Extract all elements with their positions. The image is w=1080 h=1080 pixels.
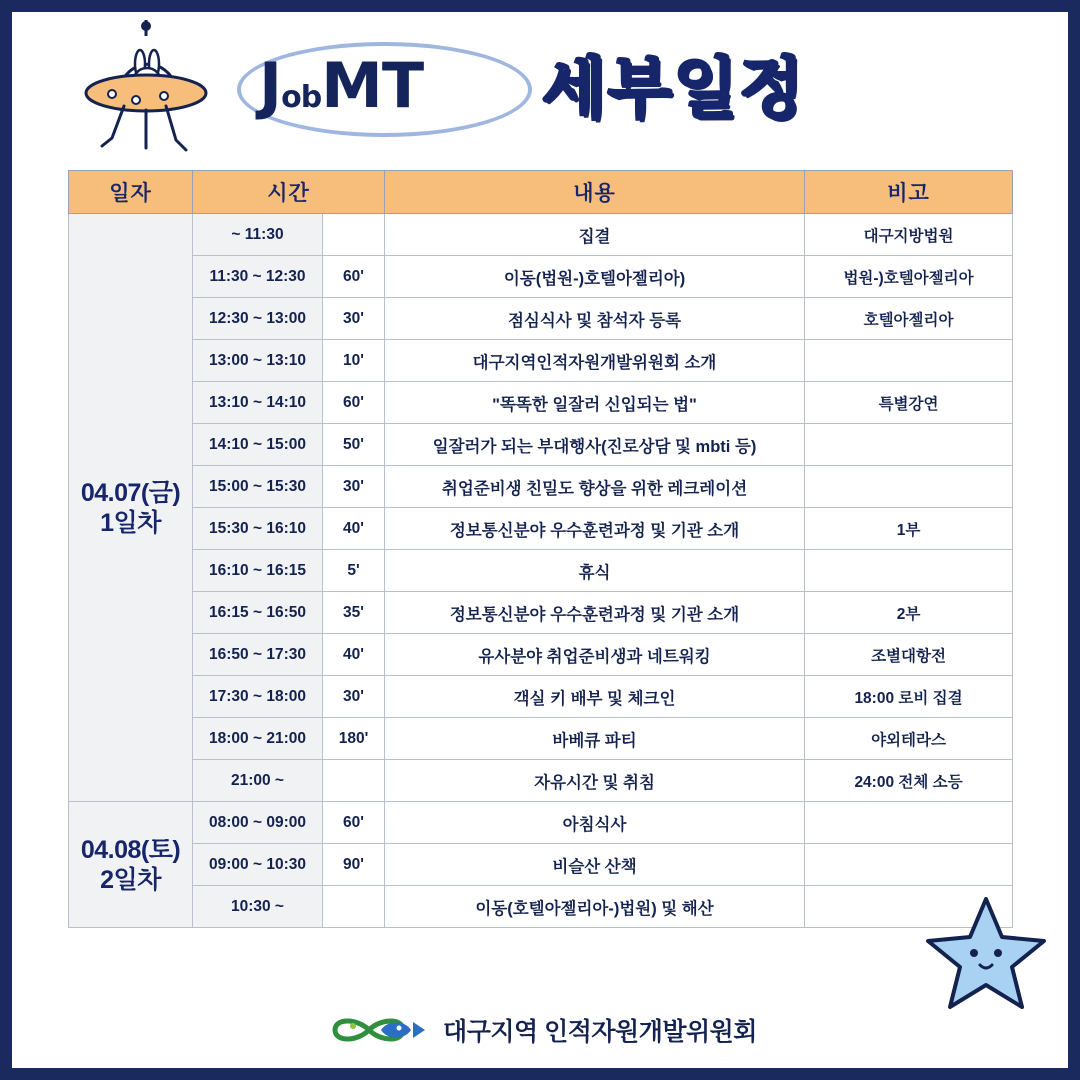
note-cell bbox=[805, 424, 1013, 466]
table-row bbox=[69, 466, 1013, 508]
time-cell: 14:10 ~ 15:00 bbox=[193, 424, 323, 466]
content-cell: 비슬산 산책 bbox=[385, 844, 805, 886]
duration-cell: 50' bbox=[323, 424, 385, 466]
table-row bbox=[69, 424, 1013, 466]
time-cell: 16:15 ~ 16:50 bbox=[193, 592, 323, 634]
content-cell: 객실 키 배부 및 체크인 bbox=[385, 676, 805, 718]
schedule-table-body bbox=[69, 214, 1013, 928]
note-cell: 2부 bbox=[805, 592, 1013, 634]
duration-cell: 90' bbox=[323, 844, 385, 886]
column-header-content: 내용 bbox=[385, 171, 805, 214]
duration-cell: 60' bbox=[323, 802, 385, 844]
duration-cell: 30' bbox=[323, 298, 385, 340]
table-row bbox=[69, 718, 1013, 760]
time-cell: 10:30 ~ bbox=[193, 886, 323, 928]
schedule-table bbox=[68, 170, 1013, 928]
ufo-bunny-icon bbox=[60, 20, 230, 170]
table-row bbox=[69, 676, 1013, 718]
table-row bbox=[69, 382, 1013, 424]
table-row bbox=[69, 592, 1013, 634]
content-cell: 바베큐 파티 bbox=[385, 718, 805, 760]
time-cell: 18:00 ~ 21:00 bbox=[193, 718, 323, 760]
content-cell: 이동(법원-)호텔아젤리아) bbox=[385, 256, 805, 298]
table-header-row bbox=[69, 171, 1013, 214]
note-cell: 야외테라스 bbox=[805, 718, 1013, 760]
note-cell: 법원-)호텔아젤리아 bbox=[805, 256, 1013, 298]
column-header-date: 일자 bbox=[69, 171, 193, 214]
content-cell: 대구지역인적자원개발위원회 소개 bbox=[385, 340, 805, 382]
time-cell: 15:00 ~ 15:30 bbox=[193, 466, 323, 508]
time-cell: 13:10 ~ 14:10 bbox=[193, 382, 323, 424]
note-cell: 호텔아젤리아 bbox=[805, 298, 1013, 340]
title-mt: MT bbox=[321, 49, 424, 122]
star-character-icon bbox=[926, 895, 1046, 1010]
title-group bbox=[237, 34, 937, 144]
note-cell bbox=[805, 466, 1013, 508]
time-cell: 21:00 ~ bbox=[193, 760, 323, 802]
schedule-table-container bbox=[68, 170, 1012, 928]
table-row bbox=[69, 634, 1013, 676]
duration-cell bbox=[323, 760, 385, 802]
note-cell bbox=[805, 844, 1013, 886]
poster-header bbox=[12, 12, 1068, 162]
content-cell: 아침식사 bbox=[385, 802, 805, 844]
content-cell: 이동(호텔아젤리아-)법원) 및 해산 bbox=[385, 886, 805, 928]
duration-cell: 5' bbox=[323, 550, 385, 592]
time-cell: 17:30 ~ 18:00 bbox=[193, 676, 323, 718]
duration-cell: 40' bbox=[323, 634, 385, 676]
time-cell: 09:00 ~ 10:30 bbox=[193, 844, 323, 886]
title-ob: ob bbox=[281, 80, 322, 115]
content-cell: 정보통신분야 우수훈련과정 및 기관 소개 bbox=[385, 508, 805, 550]
footer-org-name: 대구지역 인적자원개발위원회 bbox=[443, 1018, 757, 1046]
note-cell: 1부 bbox=[805, 508, 1013, 550]
time-cell: 16:10 ~ 16:15 bbox=[193, 550, 323, 592]
content-cell: 유사분야 취업준비생과 네트워킹 bbox=[385, 634, 805, 676]
time-cell: 08:00 ~ 09:00 bbox=[193, 802, 323, 844]
title-korean: 세부일정 bbox=[542, 51, 806, 125]
note-cell: 24:00 전체 소등 bbox=[805, 760, 1013, 802]
content-cell: 일잘러가 되는 부대행사(진로상담 및 mbti 등) bbox=[385, 424, 805, 466]
note-cell bbox=[805, 550, 1013, 592]
note-cell bbox=[805, 802, 1013, 844]
table-row bbox=[69, 214, 1013, 256]
content-cell: 취업준비생 친밀도 향상을 위한 레크레이션 bbox=[385, 466, 805, 508]
date-cell-day1: 04.07(금) 1일차 bbox=[69, 214, 193, 802]
duration-cell bbox=[323, 214, 385, 256]
column-header-note: 비고 bbox=[805, 171, 1013, 214]
content-cell: 정보통신분야 우수훈련과정 및 기관 소개 bbox=[385, 592, 805, 634]
table-row bbox=[69, 802, 1013, 844]
content-cell: 집결 bbox=[385, 214, 805, 256]
table-row bbox=[69, 340, 1013, 382]
date-cell-day2: 04.08(토) 2일차 bbox=[69, 802, 193, 928]
infinity-fish-logo-icon bbox=[323, 1010, 433, 1050]
duration-cell: 60' bbox=[323, 382, 385, 424]
table-row bbox=[69, 508, 1013, 550]
duration-cell: 30' bbox=[323, 676, 385, 718]
column-header-time: 시간 bbox=[193, 171, 385, 214]
title-jobmt bbox=[259, 50, 423, 134]
table-row bbox=[69, 844, 1013, 886]
time-cell: 13:00 ~ 13:10 bbox=[193, 340, 323, 382]
table-row bbox=[69, 256, 1013, 298]
content-cell: 자유시간 및 취침 bbox=[385, 760, 805, 802]
duration-cell: 10' bbox=[323, 340, 385, 382]
content-cell: "똑똑한 일잘러 신입되는 법" bbox=[385, 382, 805, 424]
note-cell bbox=[805, 340, 1013, 382]
table-row bbox=[69, 886, 1013, 928]
duration-cell: 180' bbox=[323, 718, 385, 760]
table-row bbox=[69, 550, 1013, 592]
duration-cell: 60' bbox=[323, 256, 385, 298]
content-cell: 휴식 bbox=[385, 550, 805, 592]
time-cell: 11:30 ~ 12:30 bbox=[193, 256, 323, 298]
duration-cell bbox=[323, 886, 385, 928]
note-cell: 특별강연 bbox=[805, 382, 1013, 424]
duration-cell: 35' bbox=[323, 592, 385, 634]
table-row bbox=[69, 298, 1013, 340]
time-cell: 15:30 ~ 16:10 bbox=[193, 508, 323, 550]
footer bbox=[12, 1010, 1068, 1050]
time-cell: 12:30 ~ 13:00 bbox=[193, 298, 323, 340]
note-cell: 18:00 로비 집결 bbox=[805, 676, 1013, 718]
time-cell: 16:50 ~ 17:30 bbox=[193, 634, 323, 676]
note-cell: 대구지방법원 bbox=[805, 214, 1013, 256]
poster bbox=[12, 12, 1068, 1068]
duration-cell: 30' bbox=[323, 466, 385, 508]
content-cell: 점심식사 및 참석자 등록 bbox=[385, 298, 805, 340]
title-j: J bbox=[259, 49, 282, 122]
time-cell: ~ 11:30 bbox=[193, 214, 323, 256]
note-cell: 조별대항전 bbox=[805, 634, 1013, 676]
table-row bbox=[69, 760, 1013, 802]
duration-cell: 40' bbox=[323, 508, 385, 550]
